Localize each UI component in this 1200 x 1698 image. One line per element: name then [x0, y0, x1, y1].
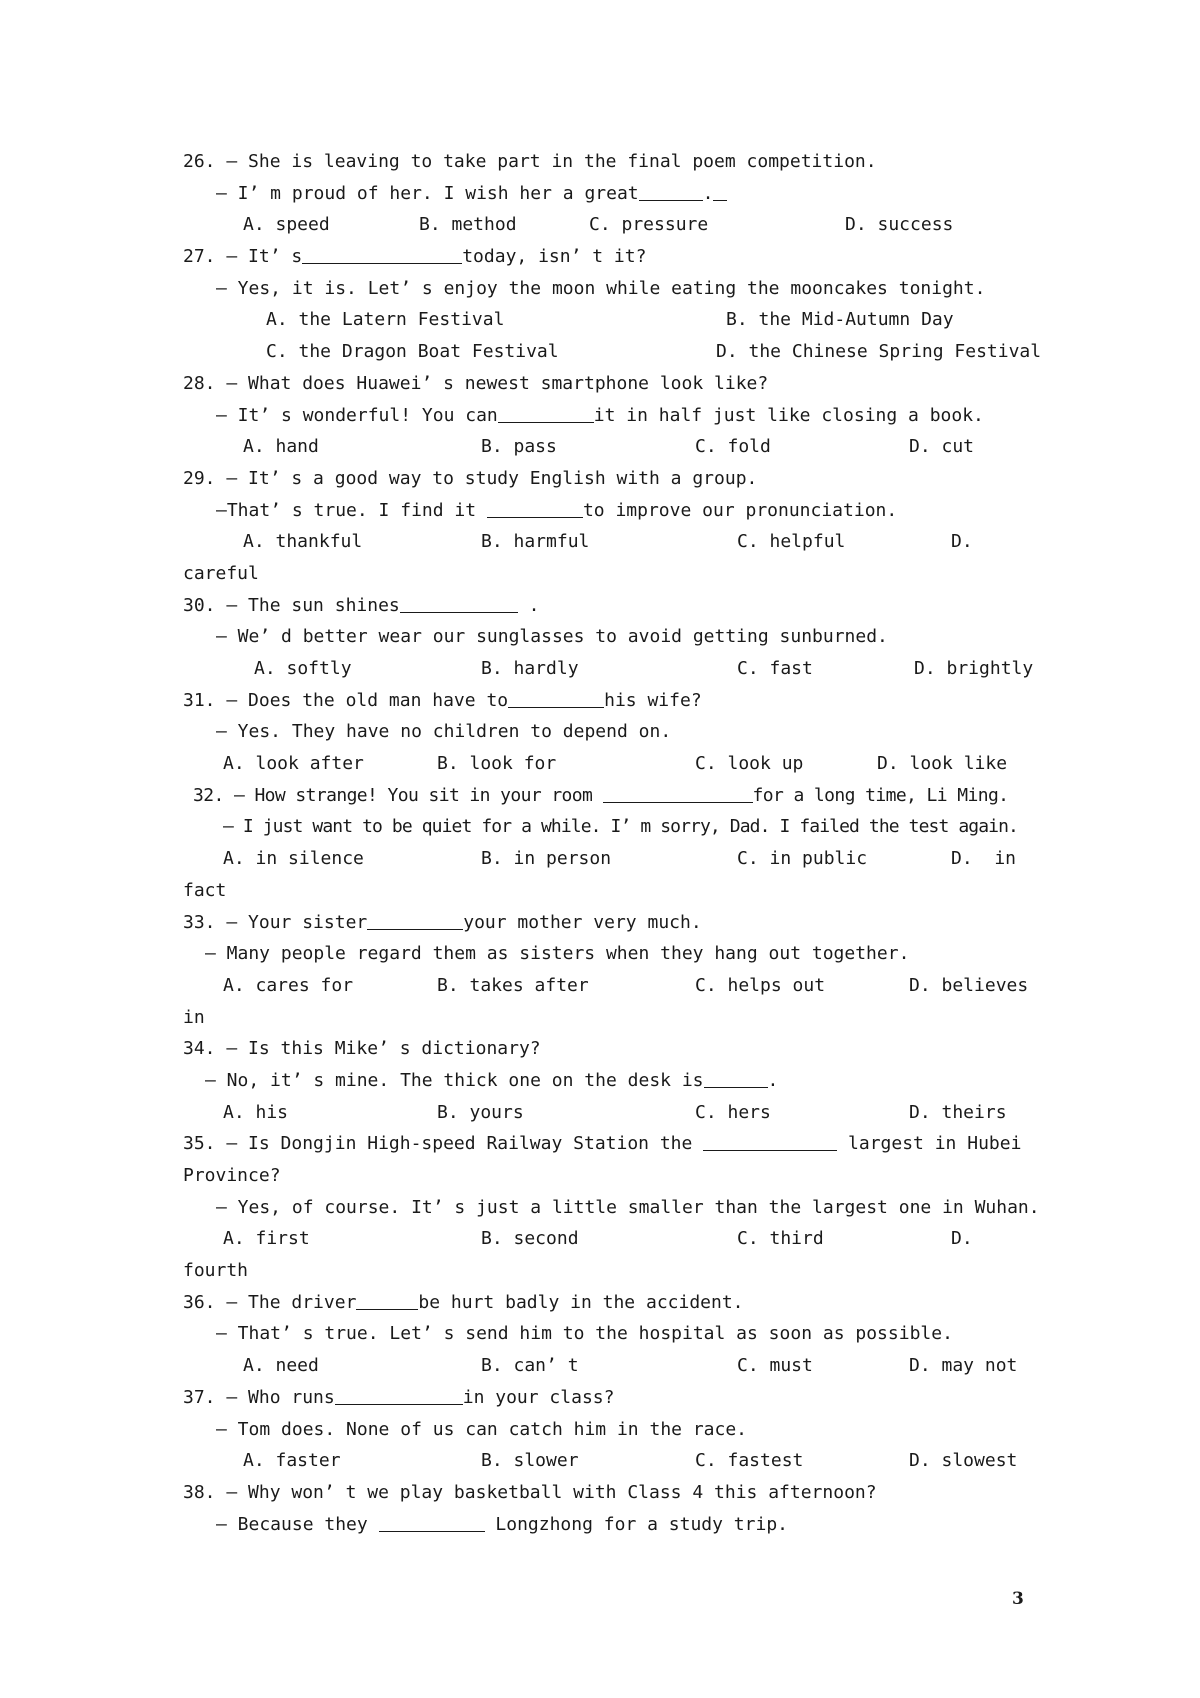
prompt-text: — The sun shines — [226, 594, 400, 616]
option-c[interactable]: C. third — [737, 1228, 824, 1250]
option-d[interactable]: D. theirs — [909, 1101, 1007, 1123]
question-prompt — [183, 1382, 1028, 1414]
question-prompt — [183, 1287, 1028, 1319]
answer-blank[interactable] — [335, 1384, 463, 1405]
question-prompt — [183, 1033, 1028, 1065]
option-c[interactable]: C. helpful — [737, 531, 846, 553]
blank-tail — [713, 180, 727, 201]
option-d[interactable]: D. look like — [877, 753, 1008, 775]
option-c[interactable]: C. pressure — [589, 214, 709, 236]
prompt-text: — Why won’ t we play basketball with Class 4 this afternoon? — [226, 1481, 877, 1503]
option-c[interactable]: C. the Dragon Boat Festival — [266, 341, 559, 363]
question-prompt — [183, 146, 1028, 178]
options-row — [183, 431, 1028, 463]
question-prompt — [183, 241, 1028, 273]
answer-blank[interactable] — [356, 1289, 418, 1310]
prompt-text-end: your mother very much. — [463, 911, 702, 933]
prompt-text-end: be hurt badly in the accident. — [418, 1291, 744, 1313]
response-line: — Many people regard them as sisters when they hang out together. — [205, 943, 910, 965]
prompt-text: — Does the old man have to — [226, 689, 509, 711]
answer-blank[interactable] — [487, 497, 583, 518]
option-d[interactable]: D. slowest — [909, 1450, 1018, 1472]
options-row — [183, 1097, 1028, 1129]
option-c[interactable]: C. in public — [737, 848, 868, 870]
option-b[interactable]: B. method — [419, 214, 517, 236]
prompt-text: — She is leaving to take part in the final poem competition. — [226, 151, 877, 172]
option-d[interactable]: D. believes — [909, 974, 1029, 996]
question-30 — [183, 590, 1034, 685]
prompt-text: — How strange! You sit in your room — [233, 784, 603, 806]
option-a[interactable]: A. his — [223, 1101, 289, 1123]
question-31 — [183, 685, 1028, 780]
option-b[interactable]: B. in person — [481, 848, 612, 870]
option-d-wrap[interactable]: in — [183, 1006, 205, 1028]
option-a[interactable]: A. the Latern Festival — [266, 309, 505, 331]
question-36 — [183, 1287, 1028, 1382]
response-text-end: it in half just like closing a book. — [593, 404, 984, 426]
question-number: 38. — [183, 1481, 216, 1503]
option-d-wrap[interactable]: fourth — [183, 1260, 249, 1282]
question-35 — [183, 1128, 1040, 1286]
question-number: 31. — [183, 689, 216, 711]
question-number: 36. — [183, 1291, 216, 1313]
question-number: 30. — [183, 594, 216, 616]
option-a[interactable]: A. in silence — [223, 848, 364, 870]
option-a[interactable]: A. first — [223, 1228, 310, 1250]
prompt-text: — Is Dongjin High-speed Railway Station the — [226, 1133, 704, 1155]
question-number: 34. — [183, 1038, 216, 1060]
option-b[interactable]: B. can’ t — [481, 1355, 579, 1377]
options-row — [183, 970, 1028, 1002]
option-a[interactable]: A. faster — [243, 1450, 341, 1472]
question-prompt — [183, 685, 1028, 717]
prompt-text: — It’ s a good way to study English with a group. — [226, 467, 758, 489]
option-b[interactable]: B. second — [481, 1228, 579, 1250]
response-line: — Yes, of course. It’ s just a little smaller than the largest one in Wuhan. — [216, 1196, 1040, 1218]
options-row — [183, 526, 1028, 558]
option-c[interactable]: C. fold — [695, 436, 771, 458]
option-a[interactable]: A. need — [243, 1355, 319, 1377]
options-row — [183, 653, 1034, 685]
question-number: 33. — [183, 911, 216, 933]
option-d[interactable]: D. may not — [909, 1355, 1018, 1377]
answer-blank[interactable] — [603, 782, 753, 803]
prompt-text: — It’ s — [226, 246, 303, 268]
prompt-text-end: today, isn’ t it? — [462, 246, 647, 268]
option-d-wrap[interactable]: fact — [183, 879, 227, 901]
question-number: 26. — [183, 151, 216, 172]
option-c[interactable]: C. fast — [737, 658, 813, 679]
page-number: 3 — [1012, 1589, 1024, 1609]
option-a[interactable]: A. look after — [223, 753, 364, 775]
options-row — [183, 336, 1042, 368]
option-b[interactable]: B. look for — [437, 753, 557, 775]
answer-blank[interactable] — [639, 180, 703, 201]
answer-blank[interactable] — [508, 687, 604, 708]
options-row — [183, 843, 1028, 875]
option-c[interactable]: C. must — [737, 1355, 813, 1377]
options-row — [183, 748, 1028, 780]
question-number: 32. — [193, 784, 224, 806]
response-text: — It’ s wonderful! You can — [216, 404, 498, 426]
prompt-text: — Is this Mike’ s dictionary? — [226, 1038, 541, 1060]
answer-blank[interactable] — [302, 243, 462, 264]
option-b[interactable]: B. harmful — [481, 531, 590, 553]
response-text: — No, it’ s mine. The thick one on the desk is — [205, 1069, 704, 1091]
option-c[interactable]: C. hers — [695, 1101, 771, 1123]
option-b[interactable]: B. yours — [437, 1101, 524, 1123]
question-number: 28. — [183, 372, 216, 394]
options-row — [183, 209, 1028, 241]
question-number: 27. — [183, 246, 216, 268]
option-d[interactable]: D. — [951, 531, 973, 553]
response-line — [183, 1509, 1028, 1541]
exam-page — [183, 146, 1042, 1540]
option-d[interactable]: D. — [951, 1228, 973, 1250]
response-text-end: Longzhong for a study trip. — [484, 1513, 788, 1535]
option-d[interactable]: D. in — [951, 848, 1017, 870]
prompt-continuation: Province? — [183, 1165, 281, 1186]
options-row — [183, 1445, 1028, 1477]
prompt-text: — Who runs — [226, 1386, 335, 1408]
option-c[interactable]: C. look up — [695, 753, 804, 775]
option-d[interactable]: D. brightly — [914, 658, 1034, 679]
option-c[interactable]: C. helps out — [695, 974, 826, 996]
response-text: — I’ m proud of her. I wish her a great — [216, 182, 639, 204]
answer-blank[interactable] — [703, 1130, 837, 1151]
question-prompt — [183, 780, 1028, 812]
answer-blank[interactable] — [498, 402, 594, 423]
option-d[interactable]: D. the Chinese Spring Festival — [716, 341, 1042, 363]
option-b[interactable]: B. hardly — [481, 658, 579, 679]
option-a[interactable]: A. speed — [243, 214, 330, 236]
response-line — [183, 495, 1028, 527]
question-prompt — [183, 1477, 1028, 1509]
answer-blank[interactable] — [704, 1067, 768, 1088]
option-b[interactable]: B. the Mid-Autumn Day — [726, 309, 954, 331]
response-line: — Yes, it is. Let’ s enjoy the moon while eating the mooncakes tonight. — [216, 277, 986, 299]
prompt-text-end: his wife? — [604, 689, 702, 711]
option-b[interactable]: B. slower — [481, 1450, 579, 1472]
question-prompt — [183, 590, 1028, 622]
response-text-end: . — [767, 1069, 779, 1091]
response-line: — I just want to be quiet for a while. I’ m sorry, Dad. I failed the test again. — [223, 816, 1018, 838]
option-c[interactable]: C. fastest — [695, 1450, 804, 1472]
question-prompt — [183, 463, 1028, 495]
question-27 — [183, 241, 1042, 368]
question-29 — [183, 463, 1028, 590]
question-34 — [183, 1033, 1028, 1128]
prompt-text: — The driver — [226, 1291, 357, 1313]
option-a[interactable]: A. thankful — [243, 531, 363, 553]
option-b[interactable]: B. takes after — [437, 974, 589, 996]
prompt-text-end: for a long time, Li Ming. — [752, 784, 1009, 806]
question-prompt — [183, 907, 1028, 939]
option-d[interactable]: D. cut — [909, 436, 975, 458]
options-row — [183, 1223, 1028, 1255]
option-b[interactable]: B. pass — [481, 436, 557, 458]
response-text-end: to improve our pronunciation. — [582, 499, 898, 521]
response-text: —That’ s true. I find it — [216, 499, 487, 521]
question-number: 37. — [183, 1386, 216, 1408]
question-33 — [183, 907, 1028, 1034]
option-a[interactable]: A. cares for — [223, 974, 354, 996]
option-d-wrap[interactable]: careful — [183, 562, 259, 584]
answer-blank[interactable] — [400, 592, 518, 613]
answer-blank[interactable] — [367, 909, 463, 930]
response-line: — That’ s true. Let’ s send him to the hospital as soon as possible. — [216, 1323, 953, 1345]
option-a[interactable]: A. softly — [254, 658, 352, 679]
question-prompt — [183, 368, 1028, 400]
prompt-text: — Your sister — [226, 911, 368, 933]
response-line — [183, 400, 1028, 432]
prompt-text-end: largest in Hubei — [837, 1133, 1022, 1155]
answer-blank[interactable] — [379, 1511, 485, 1532]
option-d[interactable]: D. success — [845, 214, 954, 236]
question-32 — [183, 780, 1028, 907]
question-prompt — [183, 1128, 1028, 1160]
prompt-text: — What does Huawei’ s newest smartphone look like? — [226, 372, 769, 394]
question-38 — [183, 1477, 1028, 1540]
question-number: 35. — [183, 1133, 216, 1155]
question-37 — [183, 1382, 1028, 1477]
response-text: — Because they — [216, 1513, 379, 1535]
response-line: — Tom does. None of us can catch him in the race. — [216, 1418, 748, 1440]
response-line: — We’ d better wear our sunglasses to avoid getting sunburned. — [216, 626, 888, 648]
option-a[interactable]: A. hand — [243, 436, 319, 458]
response-line — [183, 178, 1028, 210]
options-row — [183, 304, 1028, 336]
response-line — [183, 1065, 1028, 1097]
question-28 — [183, 368, 1028, 463]
question-26 — [183, 146, 1028, 241]
question-number: 29. — [183, 467, 216, 489]
prompt-text-end: . — [517, 594, 540, 616]
options-row — [183, 1350, 1028, 1382]
response-line: — Yes. They have no children to depend on. — [216, 721, 672, 743]
response-text-end: . — [702, 182, 714, 204]
prompt-text-end: in your class? — [462, 1386, 615, 1408]
